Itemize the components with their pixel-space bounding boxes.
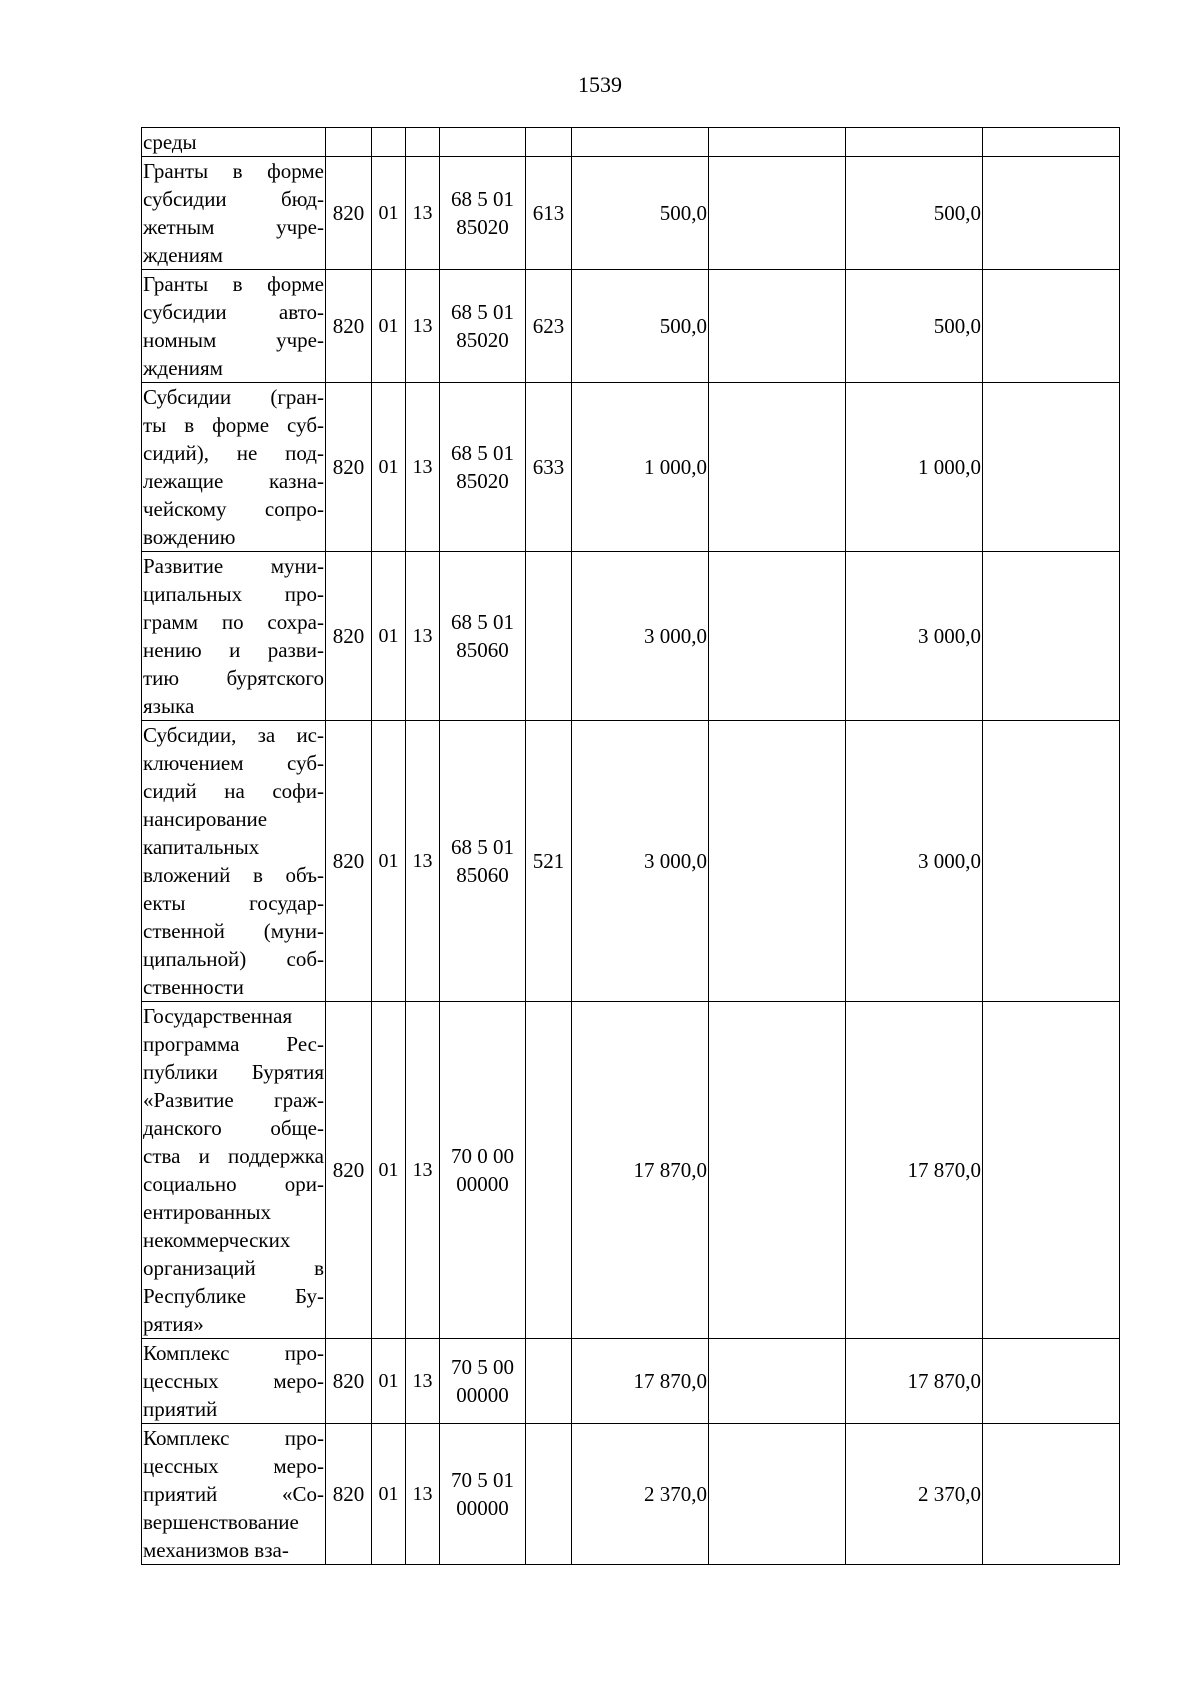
expense-name-line: ственности	[143, 975, 244, 999]
expense-name-line: чейскому сопро-	[143, 497, 324, 521]
target-article-line: 85060	[456, 863, 509, 887]
target-article-line: 68 5 01	[451, 441, 514, 465]
target-article-line: 85020	[456, 469, 509, 493]
expense-name-line: приятий	[143, 1397, 218, 1421]
amount1-cell: 3 000,0	[572, 721, 709, 1002]
subsection-code-cell: 13	[406, 721, 440, 1002]
expense-name-line: организаций в	[143, 1256, 324, 1280]
amount3-cell: 1 000,0	[846, 383, 983, 552]
table-row	[142, 1339, 1120, 1424]
subsection-code-cell: 13	[406, 1002, 440, 1339]
expense-type-cell: 633	[526, 383, 572, 552]
expense-name-cell	[142, 270, 326, 383]
expense-name-line: грамм по сохра-	[143, 610, 324, 634]
ministry-code-cell: 820	[326, 721, 372, 1002]
expense-type-cell: 613	[526, 157, 572, 270]
expense-name-line: ждениям	[143, 243, 223, 267]
expense-name-cell	[142, 1339, 326, 1424]
expense-name-line: субсидии бюд-	[143, 187, 324, 211]
expense-name-line: Государственная	[143, 1004, 293, 1028]
expense-name-line: Субсидии, за ис-	[143, 723, 324, 747]
subsection-code-cell: 13	[406, 157, 440, 270]
section-code-cell: 01	[372, 1002, 406, 1339]
table-row	[142, 383, 1120, 552]
expense-name-line: ентированных	[143, 1200, 272, 1224]
section-code-cell: 01	[372, 383, 406, 552]
amount2-cell	[709, 1002, 846, 1339]
expense-name-line: некоммерческих	[143, 1228, 291, 1252]
amount3-cell: 17 870,0	[846, 1002, 983, 1339]
subsection-code-cell: 13	[406, 1424, 440, 1565]
expense-name-line: Комплекс про-	[143, 1341, 324, 1365]
ministry-code-cell: 820	[326, 157, 372, 270]
expense-name-line: цессных меро-	[143, 1369, 324, 1393]
expense-name-line: социально ори-	[143, 1172, 324, 1196]
table-row	[142, 157, 1120, 270]
amount2-cell	[709, 552, 846, 721]
amount4-cell	[983, 721, 1120, 1002]
expense-name-line: приятий «Со-	[143, 1482, 324, 1506]
expense-name-line: Республике Бу-	[143, 1284, 324, 1308]
subsection-code-cell: 13	[406, 383, 440, 552]
ministry-code-cell: 820	[326, 1002, 372, 1339]
table-row	[142, 1002, 1120, 1339]
expense-name-line: Комплекс про-	[143, 1426, 324, 1450]
amount4-cell	[983, 157, 1120, 270]
budget-table	[141, 127, 1120, 1565]
subsection-code-cell: 13	[406, 270, 440, 383]
amount2-cell	[709, 157, 846, 270]
expense-name-line: ключением суб-	[143, 751, 324, 775]
expense-name-line: языка	[143, 694, 195, 718]
expense-name-line: Субсидии (гран-	[143, 385, 324, 409]
expense-name-line: «Развитие граж-	[143, 1088, 324, 1112]
target-article-cell	[440, 270, 526, 383]
target-article-cell	[440, 721, 526, 1002]
target-article-cell	[440, 552, 526, 721]
target-article-cell	[440, 1339, 526, 1424]
target-article-cell	[440, 1002, 526, 1339]
expense-name-line: ства и поддержка	[143, 1144, 324, 1168]
amount1-cell: 1 000,0	[572, 383, 709, 552]
amount4-cell	[983, 128, 1120, 157]
expense-name-line: екты государ-	[143, 891, 324, 915]
amount1-cell: 500,0	[572, 270, 709, 383]
amount4-cell	[983, 1002, 1120, 1339]
expense-type-cell	[526, 1424, 572, 1565]
expense-name-line: механизмов вза-	[143, 1538, 289, 1562]
expense-type-cell	[526, 128, 572, 157]
subsection-code-cell: 13	[406, 1339, 440, 1424]
target-article-line: 00000	[456, 1172, 509, 1196]
target-article-line: 70 5 00	[451, 1355, 514, 1379]
table-row	[142, 128, 1120, 157]
expense-name-line: сидий), не под-	[143, 441, 324, 465]
amount2-cell	[709, 383, 846, 552]
target-article-cell	[440, 383, 526, 552]
expense-name-line: среды	[143, 130, 197, 154]
amount1-cell: 500,0	[572, 157, 709, 270]
table-row	[142, 270, 1120, 383]
amount3-cell: 3 000,0	[846, 721, 983, 1002]
table-row	[142, 552, 1120, 721]
section-code-cell: 01	[372, 1339, 406, 1424]
table-row	[142, 1424, 1120, 1565]
section-code-cell: 01	[372, 1424, 406, 1565]
ministry-code-cell	[326, 128, 372, 157]
amount3-cell	[846, 128, 983, 157]
expense-name-line: вершенствование	[143, 1510, 299, 1534]
expense-name-line: капитальных	[143, 835, 260, 859]
target-article-line: 70 5 01	[451, 1468, 514, 1492]
amount2-cell	[709, 721, 846, 1002]
target-article-line: 68 5 01	[451, 300, 514, 324]
amount4-cell	[983, 1339, 1120, 1424]
expense-name-line: Гранты в форме	[143, 159, 324, 183]
target-article-line: 85020	[456, 215, 509, 239]
expense-name-line: ждениям	[143, 356, 223, 380]
target-article-cell	[440, 128, 526, 157]
expense-type-cell: 623	[526, 270, 572, 383]
amount2-cell	[709, 1339, 846, 1424]
amount1-cell	[572, 128, 709, 157]
target-article-cell	[440, 1424, 526, 1565]
expense-name-line: вложений в объ-	[143, 863, 324, 887]
expense-name-line: ципальной) соб-	[143, 947, 324, 971]
amount1-cell: 3 000,0	[572, 552, 709, 721]
target-article-cell	[440, 157, 526, 270]
section-code-cell: 01	[372, 721, 406, 1002]
ministry-code-cell: 820	[326, 1424, 372, 1565]
target-article-line: 70 0 00	[451, 1144, 514, 1168]
subsection-code-cell: 13	[406, 552, 440, 721]
target-article-line: 68 5 01	[451, 610, 514, 634]
expense-name-line: номным учре-	[143, 328, 324, 352]
expense-name-line: данского обще-	[143, 1116, 324, 1140]
amount3-cell: 3 000,0	[846, 552, 983, 721]
ministry-code-cell: 820	[326, 270, 372, 383]
amount2-cell	[709, 1424, 846, 1565]
amount2-cell	[709, 128, 846, 157]
expense-name-line: публики Бурятия	[143, 1060, 324, 1084]
amount1-cell: 17 870,0	[572, 1339, 709, 1424]
expense-name-cell	[142, 157, 326, 270]
target-article-line: 68 5 01	[451, 187, 514, 211]
expense-type-cell: 521	[526, 721, 572, 1002]
expense-name-cell	[142, 721, 326, 1002]
expense-type-cell	[526, 1002, 572, 1339]
expense-name-cell	[142, 128, 326, 157]
expense-name-line: жетным учре-	[143, 215, 324, 239]
expense-name-line: лежащие казна-	[143, 469, 324, 493]
amount3-cell: 500,0	[846, 157, 983, 270]
expense-name-line: программа Рес-	[143, 1032, 324, 1056]
expense-type-cell	[526, 1339, 572, 1424]
section-code-cell: 01	[372, 270, 406, 383]
expense-name-cell	[142, 552, 326, 721]
section-code-cell: 01	[372, 552, 406, 721]
section-code-cell: 01	[372, 157, 406, 270]
amount3-cell: 2 370,0	[846, 1424, 983, 1565]
expense-name-line: тию бурятского	[143, 666, 324, 690]
amount1-cell: 17 870,0	[572, 1002, 709, 1339]
target-article-line: 00000	[456, 1496, 509, 1520]
ministry-code-cell: 820	[326, 552, 372, 721]
page-number: 1539	[578, 72, 622, 97]
expense-type-cell	[526, 552, 572, 721]
ministry-code-cell: 820	[326, 383, 372, 552]
amount4-cell	[983, 552, 1120, 721]
target-article-line: 00000	[456, 1383, 509, 1407]
expense-name-line: Гранты в форме	[143, 272, 324, 296]
amount3-cell: 17 870,0	[846, 1339, 983, 1424]
amount1-cell: 2 370,0	[572, 1424, 709, 1565]
expense-name-line: рятия»	[143, 1312, 204, 1336]
amount3-cell: 500,0	[846, 270, 983, 383]
expense-name-line: ственной (муни-	[143, 919, 324, 943]
section-code-cell	[372, 128, 406, 157]
subsection-code-cell	[406, 128, 440, 157]
expense-name-line: нансирование	[143, 807, 268, 831]
ministry-code-cell: 820	[326, 1339, 372, 1424]
expense-name-cell	[142, 1002, 326, 1339]
expense-name-line: вождению	[143, 525, 236, 549]
expense-name-line: субсидии авто-	[143, 300, 324, 324]
expense-name-line: цессных меро-	[143, 1454, 324, 1478]
target-article-line: 85060	[456, 638, 509, 662]
target-article-line: 85020	[456, 328, 509, 352]
amount4-cell	[983, 270, 1120, 383]
expense-name-cell	[142, 383, 326, 552]
expense-name-line: нению и разви-	[143, 638, 324, 662]
expense-name-line: сидий на софи-	[143, 779, 324, 803]
amount4-cell	[983, 383, 1120, 552]
amount2-cell	[709, 270, 846, 383]
amount4-cell	[983, 1424, 1120, 1565]
expense-name-line: ты в форме суб-	[143, 413, 324, 437]
table-row	[142, 721, 1120, 1002]
expense-name-line: ципальных про-	[143, 582, 324, 606]
expense-name-cell	[142, 1424, 326, 1565]
target-article-line: 68 5 01	[451, 835, 514, 859]
expense-name-line: Развитие муни-	[143, 554, 324, 578]
